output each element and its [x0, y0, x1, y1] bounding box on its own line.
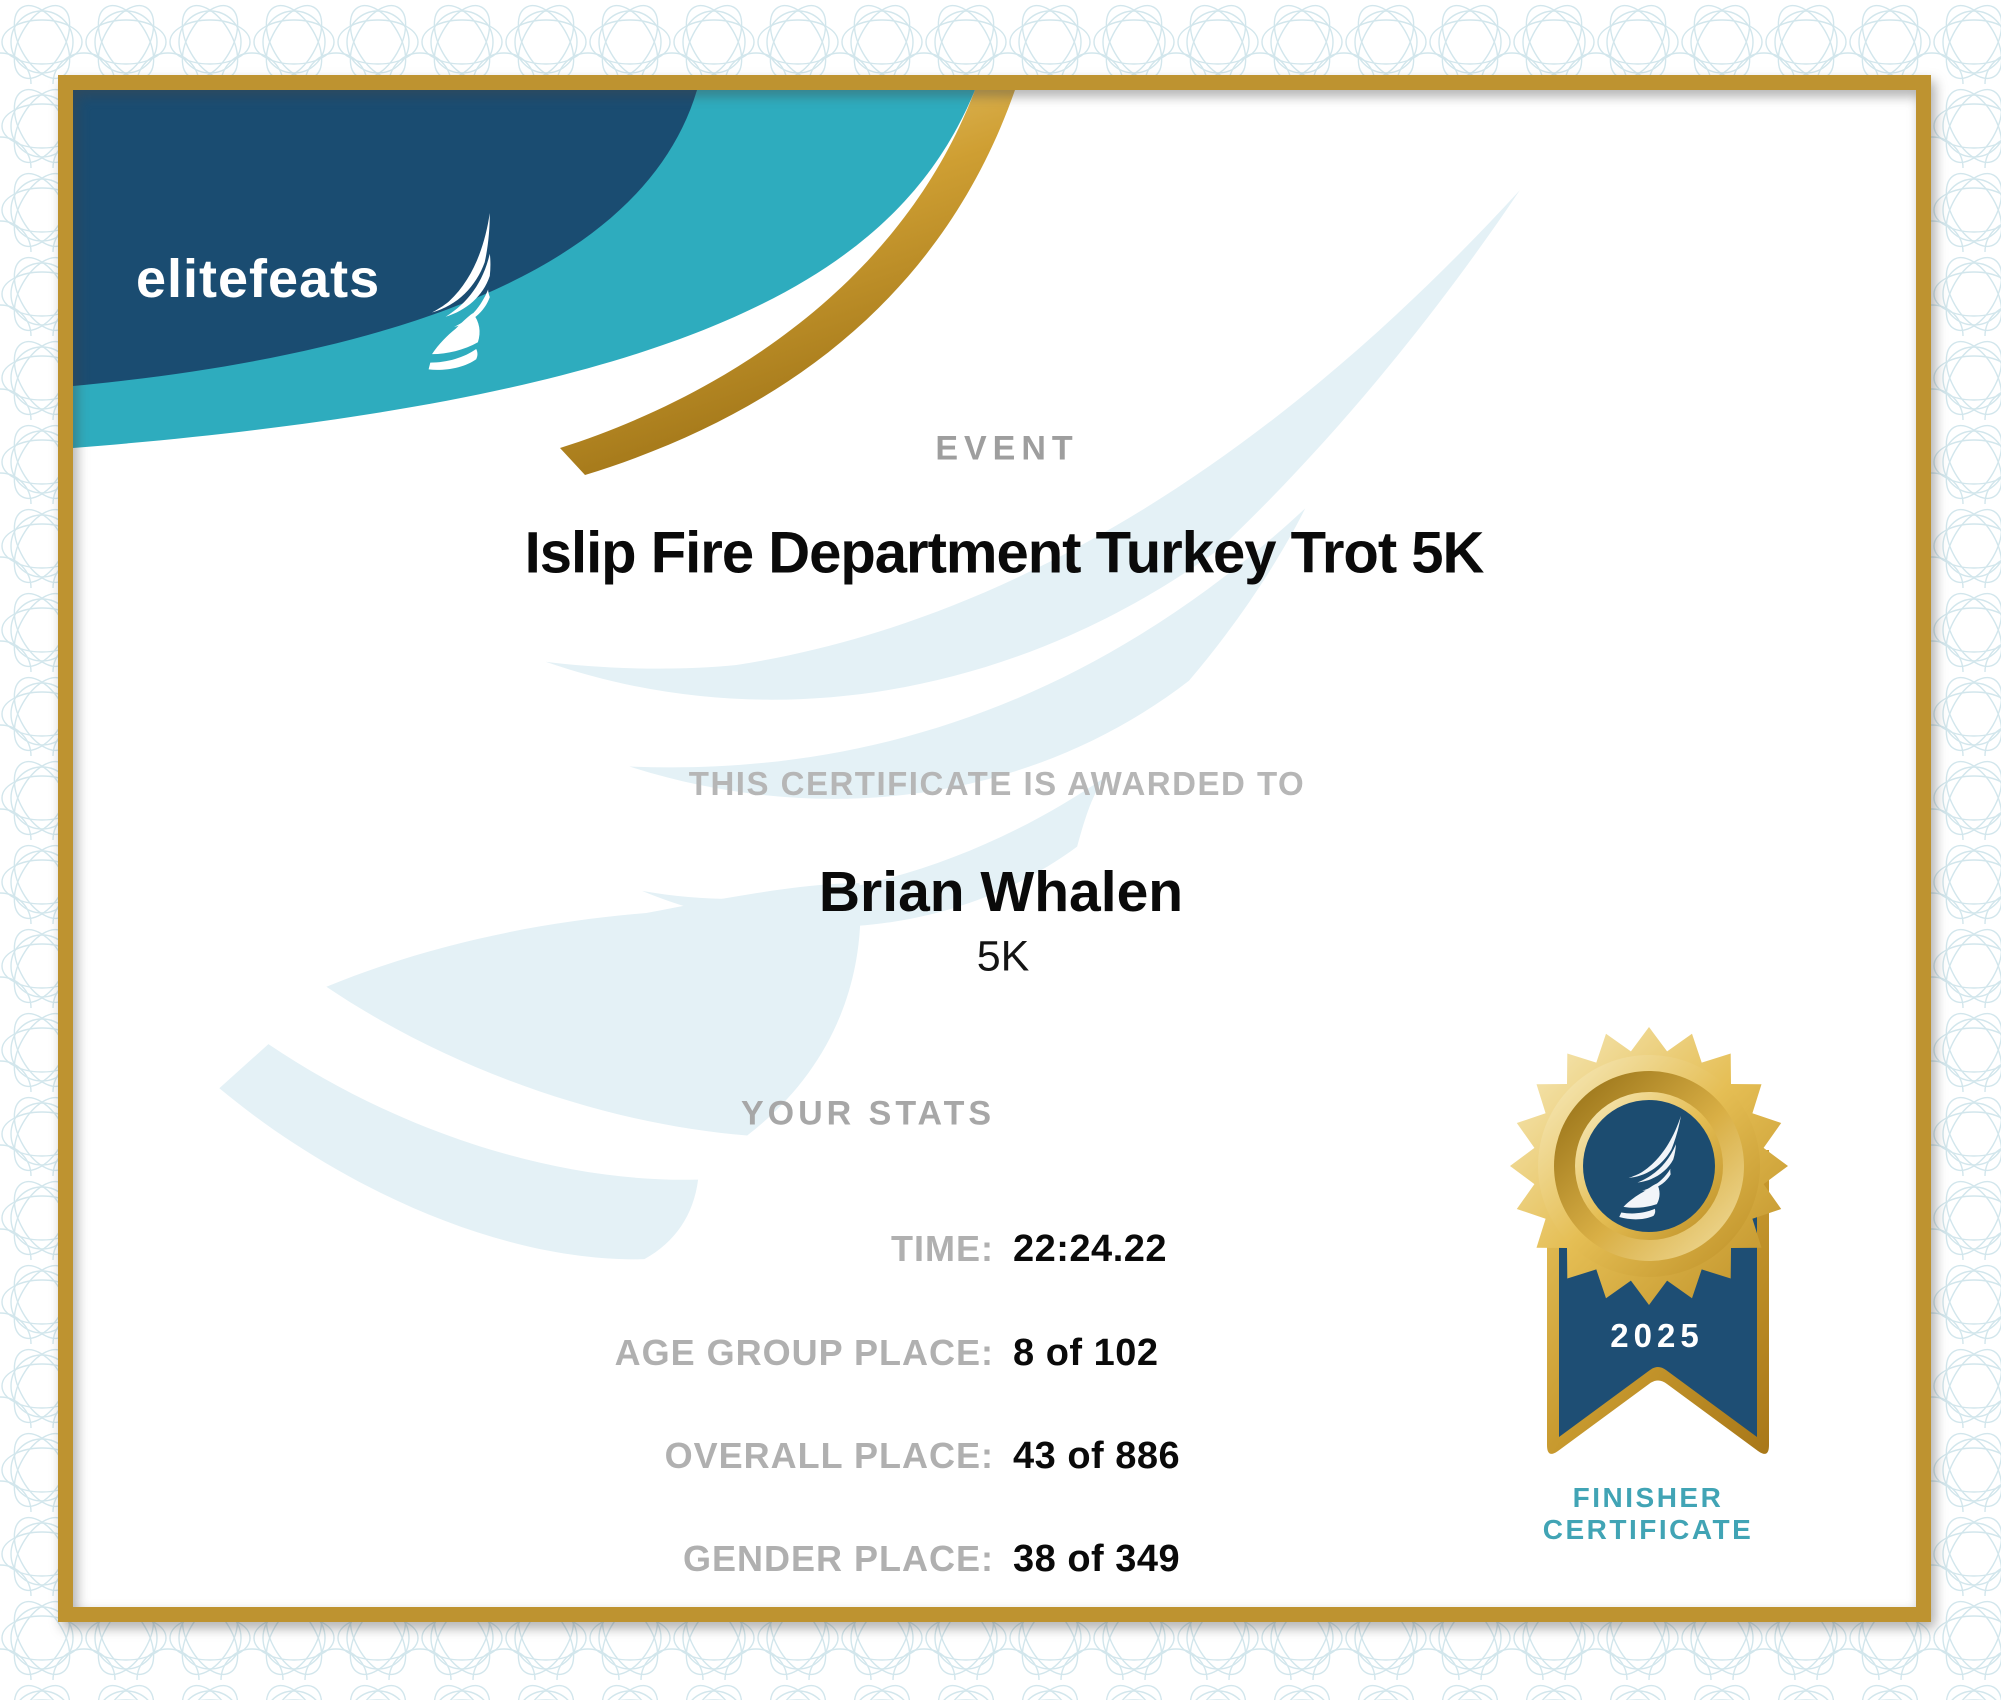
- stat-row-time: [0, 1224, 2001, 1274]
- stat-label-gender-place: GENDER PLACE:: [682, 1538, 994, 1579]
- stat-label-age-group-place: AGE GROUP PLACE:: [614, 1332, 994, 1373]
- stat-value-gender-place: 38 of 349: [1013, 1538, 1181, 1580]
- brand-logo-text: elitefeats: [136, 249, 381, 309]
- medal-year: 2025: [1610, 1317, 1704, 1354]
- stat-label-overall-place: OVERALL PLACE:: [664, 1435, 994, 1476]
- stat-value-time: 22:24.22: [1013, 1228, 1168, 1270]
- race-distance: 5K: [976, 932, 1030, 981]
- stat-label-time: TIME:: [891, 1228, 994, 1269]
- stat-value-age-group-place: 8 of 102: [1013, 1332, 1159, 1374]
- recipient-name: Brian Whalen: [818, 860, 1184, 924]
- finisher-certificate-label: [1543, 1482, 1754, 1546]
- event-label: EVENT: [935, 429, 1079, 468]
- certificate-line: CERTIFICATE: [1542, 1514, 1754, 1545]
- stat-row-overall-place: [0, 1431, 2001, 1481]
- finisher-line: FINISHER: [1572, 1482, 1724, 1513]
- your-stats-heading: YOUR STATS: [740, 1094, 996, 1133]
- awarded-to-text: THIS CERTIFICATE IS AWARDED TO: [688, 765, 1306, 802]
- event-name: Islip Fire Department Turkey Trot 5K: [524, 520, 1484, 586]
- stat-value-overall-place: 43 of 886: [1013, 1435, 1181, 1477]
